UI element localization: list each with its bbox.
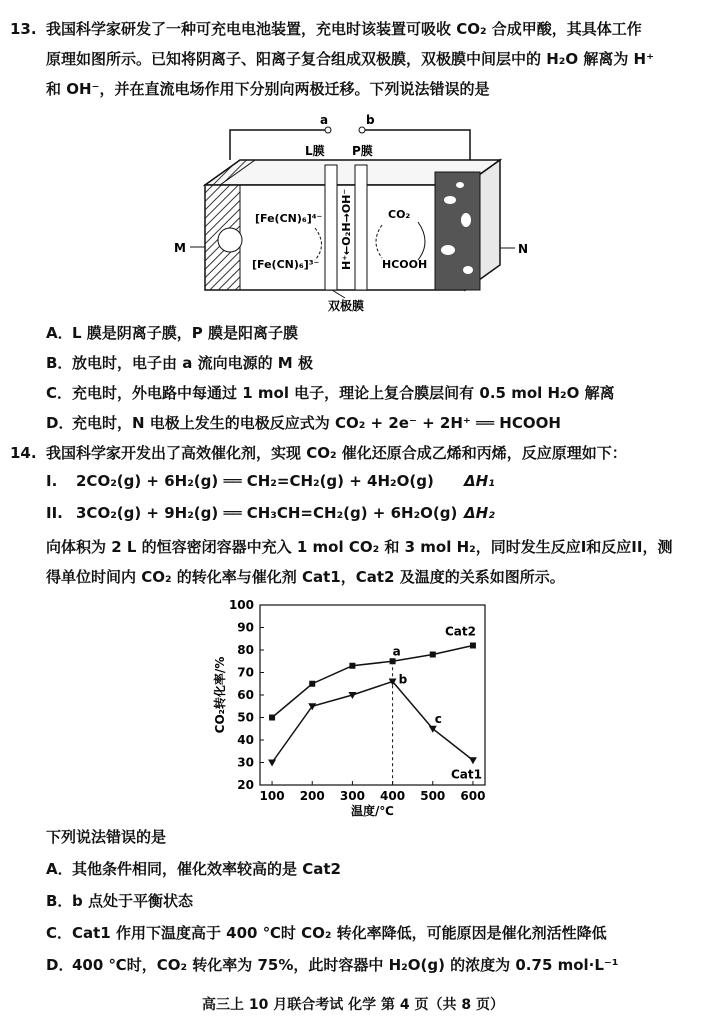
series-line-cat1 xyxy=(272,682,473,763)
terminal-b-dot xyxy=(359,127,365,133)
y-tick-label: 70 xyxy=(237,665,254,680)
point-cat1 xyxy=(469,757,477,764)
reaction-2-dh: ΔH₂ xyxy=(464,504,495,522)
annotation-c: c xyxy=(434,711,442,726)
electrode-N xyxy=(435,172,480,290)
point-cat2 xyxy=(390,658,396,664)
q13-option-b[interactable]: B．放电时，电子由 a 流向电源的 M 极 xyxy=(46,354,313,372)
electrode-M-pore xyxy=(218,228,242,252)
series-line-cat2 xyxy=(272,646,473,718)
label-P-membrane: P膜 xyxy=(352,144,373,158)
caption-pointer xyxy=(332,290,345,298)
q14-option-d[interactable]: D．400 ℃时，CO₂ 转化率为 75%，此时容器中 H₂O(g) 的浓度为 0.75 mol·L⁻¹ xyxy=(46,956,619,974)
reaction-2: II. 3CO₂(g) + 9H₂(g) ══ CH₃CH=CH₂(g) + 6H₂O(g) xyxy=(46,504,458,522)
membrane-P xyxy=(355,165,367,290)
annotation-b: b xyxy=(398,672,408,687)
x-tick-label: 200 xyxy=(299,789,325,803)
page-footer: 高三上 10 月联合考试 化学 第 4 页（共 8 页） xyxy=(202,997,504,1013)
species-hcooh: HCOOH xyxy=(382,258,428,271)
q14-stem-line2: 向体积为 2 L 的恒容密闭容器中充入 1 mol CO₂ 和 3 mol H₂，同时发生反应I和反应II，测 xyxy=(46,538,673,556)
membrane-text: H⁺←O₂H→OH⁻ xyxy=(340,188,353,270)
electrode-N-pore xyxy=(456,182,464,188)
q14-option-a[interactable]: A．其他条件相同，催化效率较高的是 Cat2 xyxy=(46,860,341,878)
legend-label-cat2: Cat2 xyxy=(444,624,476,639)
y-tick-label: 40 xyxy=(237,733,254,747)
q13-option-c[interactable]: C．充电时，外电路中每通过 1 mol 电子，理论上复合膜层间有 0.5 mol H₂O 解离 xyxy=(46,384,615,402)
q14-question: 下列说法错误的是 xyxy=(46,828,167,846)
point-cat2 xyxy=(470,643,476,649)
x-tick-label: 600 xyxy=(460,789,486,803)
electrode-N-pore xyxy=(461,213,471,227)
x-tick-label: 100 xyxy=(259,789,285,803)
label-L-membrane: L膜 xyxy=(305,144,325,158)
x-tick-label: 400 xyxy=(380,789,406,803)
x-axis-label: 温度/℃ xyxy=(351,804,394,818)
q14-number: 14. xyxy=(10,444,37,462)
terminal-a-dot xyxy=(325,127,331,133)
y-tick-label: 30 xyxy=(237,755,254,770)
y-axis-label: CO₂转化率/% xyxy=(213,656,227,734)
y-tick-label: 90 xyxy=(237,620,254,635)
legend-label-cat1: Cat1 xyxy=(450,767,482,782)
point-cat1 xyxy=(268,760,276,767)
annotation-a: a xyxy=(392,644,401,659)
terminal-a-label: a xyxy=(320,113,329,127)
q14-option-b[interactable]: B．b 点处于平衡状态 xyxy=(46,892,193,910)
battery-diagram xyxy=(160,110,540,320)
q13-stem-line2: 原理如图所示。已知将阴离子、阳离子复合组成双极膜，双极膜中间层中的 H₂O 解离为 H⁺ xyxy=(46,50,655,68)
species-fecn4: [Fe(CN)₆]⁴⁻ xyxy=(255,212,323,225)
point-cat2 xyxy=(269,715,275,721)
y-tick-label: 80 xyxy=(237,643,254,657)
diagram-caption: 双极膜 xyxy=(328,299,365,313)
electrode-N-pore xyxy=(441,245,455,255)
species-fecn3: [Fe(CN)₆]³⁻ xyxy=(252,258,320,271)
y-tick-label: 60 xyxy=(237,688,254,702)
point-cat2 xyxy=(430,652,436,658)
y-tick-label: 50 xyxy=(237,710,254,725)
q14-stem-line1: 我国科学家开发出了高效催化剂，实现 CO₂ 催化还原合成乙烯和丙烯，反应原理如下： xyxy=(46,444,627,462)
y-tick-label: 100 xyxy=(228,598,254,612)
q13-stem-line3: 和 OH⁻，并在直流电场作用下分别向两极迁移。下列说法错误的是 xyxy=(46,80,490,98)
chart-marks xyxy=(268,625,482,786)
x-tick-label: 300 xyxy=(339,789,365,803)
q13-number: 13. xyxy=(10,20,37,38)
electrode-N-pore xyxy=(463,266,473,274)
point-cat2 xyxy=(309,681,315,687)
y-tick-label: 20 xyxy=(237,778,254,792)
q13-option-a[interactable]: A．L 膜是阴离子膜，P 膜是阳离子膜 xyxy=(46,324,298,342)
q14-option-c[interactable]: C．Cat1 作用下温度高于 400 ℃时 CO₂ 转化率降低，可能原因是催化剂活性降低 xyxy=(46,924,607,942)
electrode-N-label: N xyxy=(518,242,529,256)
x-tick-label: 500 xyxy=(420,789,446,803)
reaction-1-dh: ΔH₁ xyxy=(464,472,495,490)
wire-right xyxy=(365,130,470,160)
point-cat2 xyxy=(349,663,355,669)
co2-conversion-chart xyxy=(200,595,500,825)
q13-stem-line1: 我国科学家研发了一种可充电电池装置，充电时该装置可吸收 CO₂ 合成甲酸，其具体工作 xyxy=(46,20,642,38)
species-co2: CO₂ xyxy=(388,208,411,221)
reaction-1: I. 2CO₂(g) + 6H₂(g) ══ CH₂=CH₂(g) + 4H₂O(g) xyxy=(46,472,434,490)
terminal-b-label: b xyxy=(366,113,375,127)
q13-option-d[interactable]: D．充电时，N 电极上发生的电极反应式为 CO₂ + 2e⁻ + 2H⁺ ══ HCOOH xyxy=(46,414,561,432)
membrane-L xyxy=(325,165,337,290)
q14-stem-line3: 得单位时间内 CO₂ 的转化率与催化剂 Cat1，Cat2 及温度的关系如图所示。 xyxy=(46,568,565,586)
electrode-N-pore xyxy=(444,196,456,204)
electrode-M-label: M xyxy=(174,241,186,255)
